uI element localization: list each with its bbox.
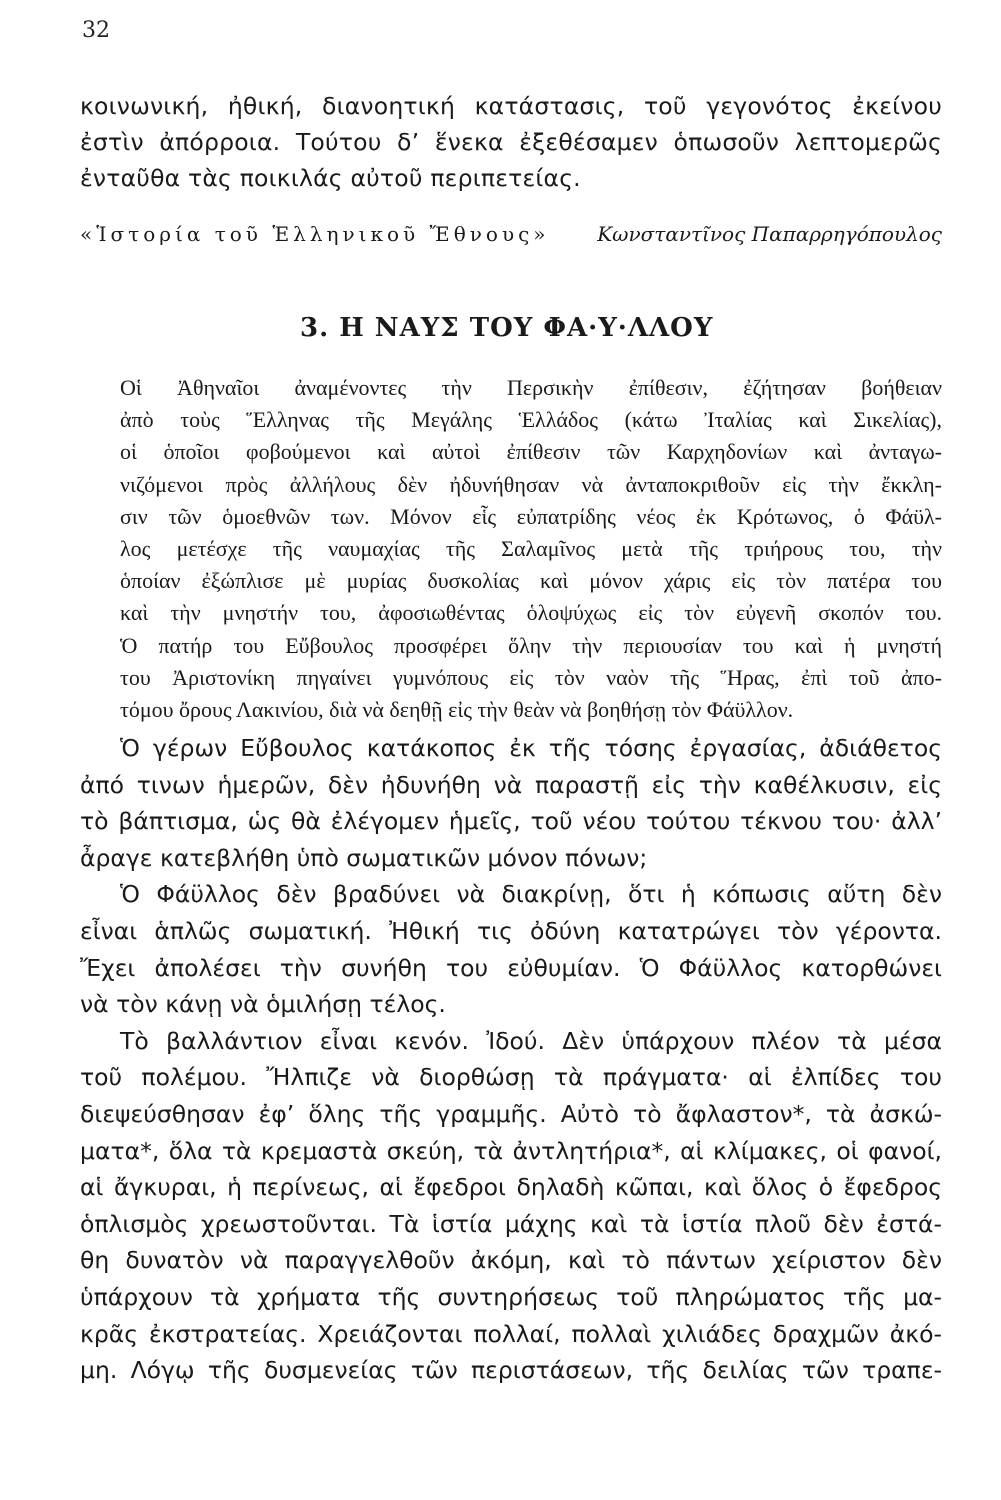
intro-paragraph (80, 88, 942, 196)
body-line: Τὸ βαλλάντιον εἶναι κενόν. Ἰδού. Δὲν ὑπάρχουν πλέον τὰ μέσα (120, 1026, 942, 1055)
summary-line: λος μετέσχε τῆς ναυμαχίας τῆς Σαλαμῖνος μετὰ τῆς τριήρους του, τὴν (120, 536, 942, 562)
summary-line: ἀπὸ τοὺς Ἕλληνας τῆς Μεγάλης Ἑλλάδος (κάτω Ἰταλίας καὶ Σικελίας), (120, 407, 942, 433)
text-line: ἐνταῦθα τὰς ποικιλάς αὐτοῦ περιπετείας. (80, 164, 581, 192)
summary-line: οἱ ὁποῖοι φοβούμενοι καὶ αὐτοὶ ἐπίθεσιν τῶν Καρχηδονίων καὶ ἀνταγω- (120, 439, 942, 465)
body-line: τοῦ πολέμου. Ἤλπιζε νὰ διορθώσῃ τὰ πράγματα· αἱ ἐλπίδες του (80, 1063, 942, 1092)
body-line: Ὁ γέρων Εὔβουλος κατάκοπος ἐκ τῆς τόσης ἐργασίας, ἀδιάθετος (120, 734, 942, 762)
section-title: 3. Η ΝΑΥΣ ΤΟΥ ΦΑ·Υ·ΛΛΟΥ (300, 313, 714, 343)
body-line: Ὁ Φάϋλλος δὲν βραδύνει νὰ διακρίνῃ, ὅτι ἡ κόπωσις αὕτη δὲν (120, 880, 942, 909)
paragraph (80, 730, 942, 876)
body-line: ἆραγε κατεβλήθη ὑπὸ σωματικῶν μόνον πόνων; (80, 843, 648, 872)
body-line: ἀπό τινων ἡμερῶν, δὲν ἠδυνήθη νὰ παραστῇ εἰς τὴν καθέλκυσιν, εἰς (80, 770, 942, 799)
summary-line: Ὁ πατήρ του Εὔβουλος προσφέρει ὅλην τὴν περιουσίαν του καὶ ἡ μνηστή (120, 632, 942, 658)
citation-author: Κωνσταντῖνος Παπαρρηγόπουλος (597, 222, 942, 246)
citation (80, 222, 942, 246)
body-line: θη δυνατὸν νὰ παραγγελθοῦν ἀκόμη, καὶ τὸ πάντων χείριστον δὲν (80, 1246, 942, 1275)
chapter-summary (120, 372, 942, 726)
body-line: διεψεύσθησαν ἐφ’ ὅλης τῆς γραμμῆς. Αὐτὸ τὸ ἄφλαστον*, τὰ ἀσκώ- (80, 1099, 942, 1128)
page-number: 32 (82, 18, 110, 43)
body-line: ὁπλισμὸς χρεωστοῦνται. Τὰ ἱστία μάχης καὶ τὰ ἱστία πλοῦ δὲν ἐστά- (80, 1209, 942, 1238)
citation-source: «Ἱστορία τοῦ Ἑλληνικοῦ Ἔθνους» (80, 222, 550, 246)
summary-line: τόμου ὄρους Λακινίου, διὰ νὰ δεηθῇ εἰς τὴν θεὰν νὰ βοηθήσῃ τὸν Φάϋλλον. (120, 697, 794, 723)
paragraph (80, 1023, 942, 1389)
paragraph (80, 876, 942, 1022)
body-line: κρᾶς ἐκστρατείας. Χρειάζονται πολλαί, πολλαὶ χιλιάδες δραχμῶν ἀκό- (80, 1319, 942, 1348)
summary-line: ὁποίαν ἐξώπλισε μὲ μυρίας δυσκολίας καὶ μόνον χάρις εἰς τὸν πατέρα του (120, 568, 942, 594)
body-line: Ἔχει ἀπολέσει τὴν συνήθη του εὐθυμίαν. Ὁ Φάϋλλος κατορθώνει (80, 953, 942, 982)
summary-line: του Ἀριστονίκη πηγαίνει γυμνόπους εἰς τὸν ναὸν τῆς Ἥρας, ἐπὶ τοῦ ἀπο- (120, 664, 942, 690)
summary-line: νιζόμενοι πρὸς ἀλλήλους δὲν ἠδυνήθησαν νὰ ἀνταποκριθοῦν εἰς τὴν ἔκκλη- (120, 471, 942, 497)
body-line: αἱ ἄγκυραι, ἡ περίνεως, αἱ ἔφεδροι δηλαδὴ κῶπαι, καὶ ὅλος ὁ ἔφεδρος (80, 1173, 942, 1202)
body-line: ὑπάρχουν τὰ χρήματα τῆς συντηρήσεως τοῦ πληρώματος τῆς μα- (80, 1282, 942, 1311)
text-line: ἐστὶν ἀπόρροια. Τούτου δ’ ἕνεκα ἐξεθέσαμεν ὁπωσοῦν λεπτομερῶς (80, 128, 942, 156)
body-line: νὰ τὸν κάνῃ νὰ ὁμιλήσῃ τέλος. (80, 990, 446, 1019)
text-line: κοινωνική, ἠθική, διανοητική κατάστασις, τοῦ γεγονότος ἐκείνου (80, 92, 942, 120)
body-line: μη. Λόγῳ τῆς δυσμενείας τῶν περιστάσεων, τῆς δειλίας τῶν τραπε- (80, 1356, 942, 1385)
body-line: τὸ βάπτισμα, ὡς θὰ ἐλέγομεν ἡμεῖς, τοῦ νέου τούτου τέκνου του· ἀλλ’ (80, 807, 942, 836)
summary-line: Οἱ Ἀθηναῖοι ἀναμένοντες τὴν Περσικὴν ἐπίθεσιν, ἐζήτησαν βοήθειαν (120, 375, 942, 400)
summary-line: καὶ τὴν μνηστήν του, ἀφοσιωθέντας ὁλοψύχως εἰς τὸν εὐγενῆ σκοπόν του. (120, 600, 942, 626)
body-line: ματα*, ὅλα τὰ κρεμαστὰ σκεύη, τὰ ἀντλητήρια*, αἱ κλίμακες, οἱ φανοί, (80, 1136, 942, 1165)
body-line: εἶναι ἁπλῶς σωματική. Ἠθική τις ὀδύνη κατατρώγει τὸν γέροντα. (80, 916, 942, 945)
summary-line: σιν τῶν ὁμοεθνῶν των. Μόνον εἷς εὐπατρίδης νέος ἐκ Κρότωνος, ὁ Φάϋλ- (120, 503, 942, 529)
body-text (80, 730, 942, 1389)
